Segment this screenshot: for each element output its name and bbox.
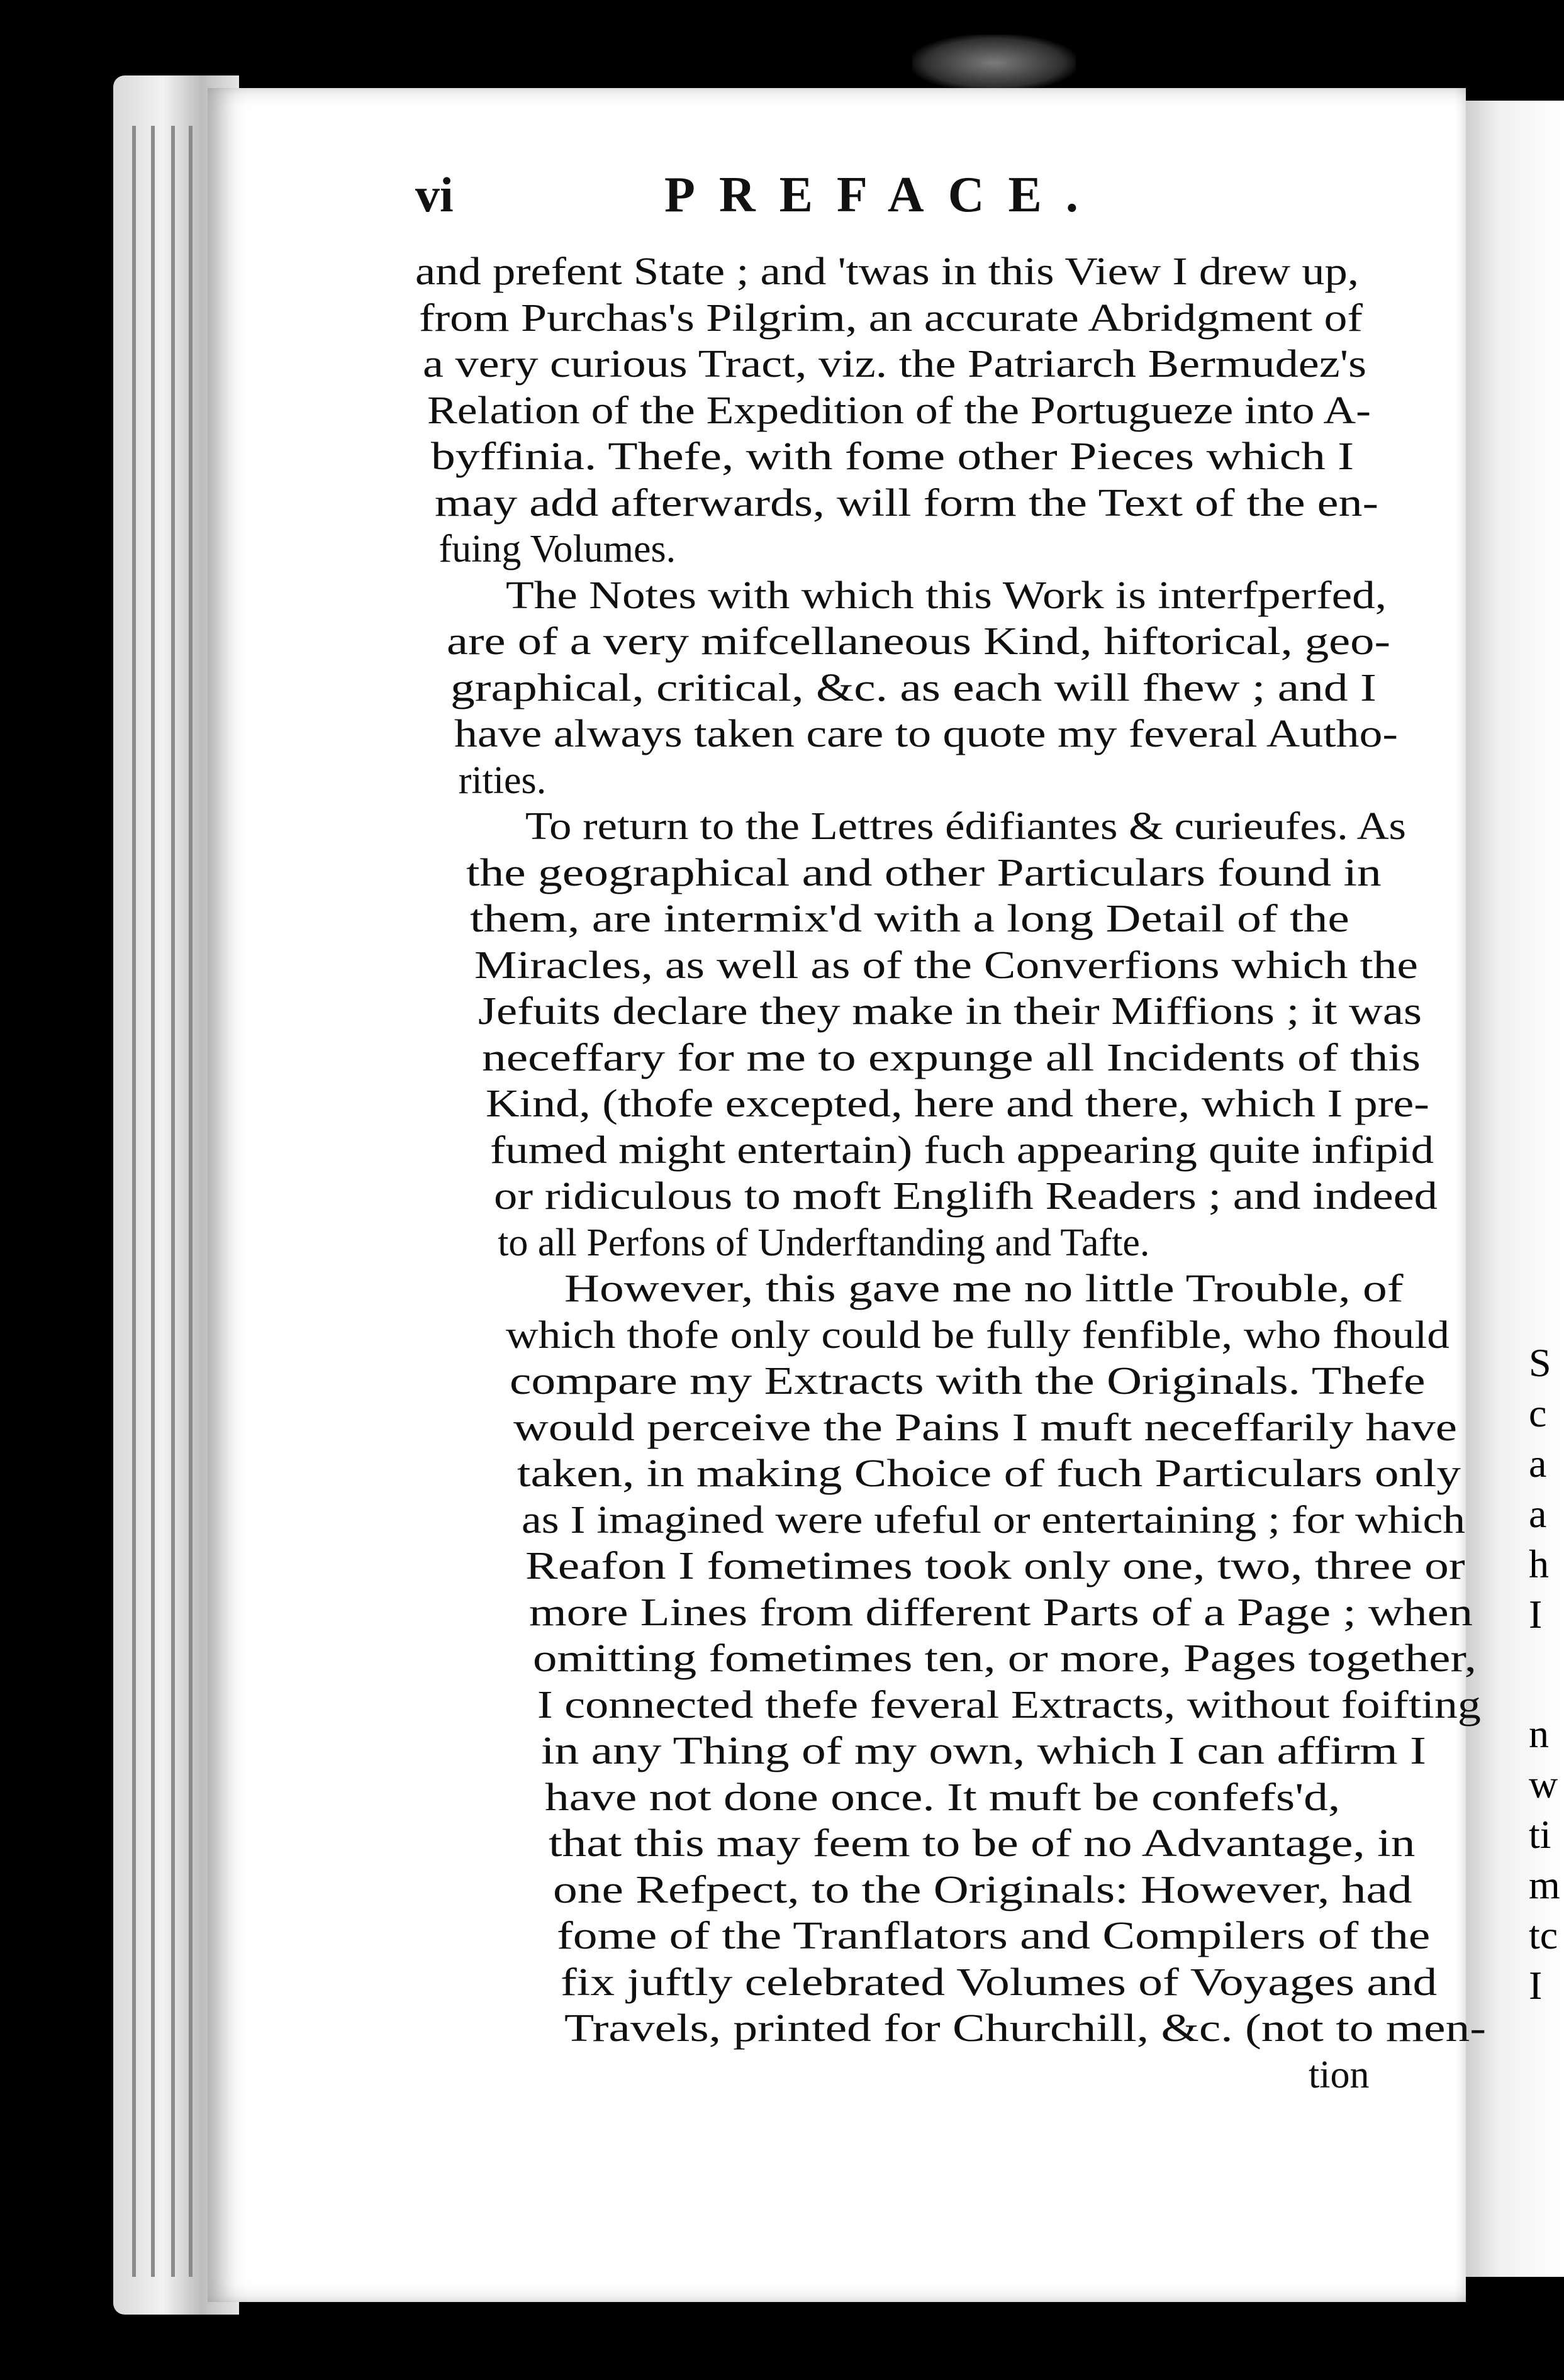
text-line: fome of the Tranflators and Compilers of the — [556, 1915, 1431, 1957]
facing-page-fragment: a — [1529, 1441, 1547, 1486]
text-line: graphical, critical, &c. as each will fhew ; and I — [450, 666, 1377, 709]
running-head: PREFACE. — [664, 167, 1102, 223]
text-line: would perceive the Pains I muft neceffarily have — [513, 1406, 1458, 1449]
text-line: However, this gave me no little Trouble, of — [564, 1267, 1404, 1310]
text-line: Relation of the Expedition of the Portugueze into A- — [427, 389, 1371, 432]
text-line: a very curious Tract, viz. the Patriarch Bermudez's — [423, 343, 1367, 386]
text-line: them, are intermix'd with a long Detail of the — [470, 898, 1350, 940]
facing-page-text-fragments — [1529, 0, 1564, 2380]
facing-page-fragment: I — [1529, 1963, 1543, 2008]
facing-page-fragment: ti — [1529, 1812, 1551, 1857]
facing-page-fragment: I — [1529, 1592, 1543, 1637]
text-line: To return to the Lettres édifiantes & curieufes. As — [525, 805, 1406, 848]
text-line: fuing Volumes. — [438, 528, 676, 570]
facing-page-fragment: m — [1529, 1862, 1560, 1907]
facing-page-fragment: n — [1529, 1711, 1549, 1756]
text-line: and prefent State ; and 'twas in this View I drew up, — [415, 250, 1359, 293]
text-line: may add afterwards, will form the Text of the en- — [435, 481, 1379, 525]
text-line: that this may feem to be of no Advantage, in — [549, 1822, 1416, 1865]
text-line: taken, in making Choice of fuch Particulars only — [517, 1452, 1461, 1495]
facing-page-fragment: h — [1529, 1542, 1549, 1586]
text-line: fumed might entertain) fuch appearing quite infipid — [489, 1128, 1434, 1172]
page-edge-line — [132, 126, 136, 2277]
text-line: or ridiculous to moft Englifh Readers ; and indeed — [493, 1175, 1438, 1218]
text-line: more Lines from different Parts of a Page ; when — [529, 1591, 1473, 1634]
page-edge-line — [151, 126, 155, 2277]
facing-page-fragment: tc — [1529, 1913, 1558, 1957]
text-line: Miracles, as well as of the Converfions which the — [474, 943, 1418, 987]
text-line: neceffary for me to expunge all Incidents of this — [482, 1036, 1421, 1079]
text-line: have always taken care to quote my feveral Autho- — [454, 713, 1399, 755]
facing-page-fragment: S — [1529, 1340, 1551, 1385]
text-line: byffinia. Thefe, with fome other Pieces which I — [430, 435, 1355, 478]
text-line: fix juftly celebrated Volumes of Voyages and — [561, 1960, 1438, 2004]
text-line: have not done once. It muft be confefs'd, — [545, 1776, 1341, 1819]
facing-page-fragment: c — [1529, 1391, 1547, 1435]
page-number: vi — [415, 167, 454, 222]
text-line: rities. — [458, 759, 547, 802]
text-line: Kind, (thofe excepted, here and there, which I pre- — [486, 1082, 1430, 1125]
text-line: are of a very mifcellaneous Kind, hiftorical, geo- — [446, 620, 1390, 663]
facing-page-fragment: a — [1529, 1491, 1547, 1536]
page-edge-line — [171, 126, 175, 2277]
text-line: Travels, printed for Churchill, &c. (not to men- — [564, 2007, 1487, 2050]
text-line: to all Perfons of Underftanding and Tafte. — [498, 1221, 1150, 1264]
text-line: from Purchas's Pilgrim, an accurate Abridgment of — [419, 296, 1363, 340]
facing-page-fragment: w — [1529, 1762, 1558, 1806]
text-line: as I imagined were ufeful or entertaining ; for which — [521, 1498, 1465, 1542]
text-line: one Refpect, to the Originals: However, had — [552, 1868, 1412, 1911]
text-line: I connected thefe feveral Extracts, without foifting — [537, 1683, 1481, 1727]
text-line: omitting fometimes ten, or more, Pages together, — [533, 1637, 1477, 1680]
catchword: tion — [1309, 2053, 1370, 2096]
text-line: Jefuits declare they make in their Miffions ; it was — [478, 990, 1422, 1033]
page-edge-line — [189, 126, 193, 2277]
text-line: compare my Extracts with the Originals. Thefe — [509, 1360, 1426, 1403]
scan-mark — [912, 35, 1076, 91]
text-line: The Notes with which this Work is interfperfed, — [505, 574, 1387, 617]
text-line: in any Thing of my own, which I can affirm I — [540, 1730, 1426, 1772]
text-line: Reafon I fometimes took only one, two, three or — [525, 1545, 1465, 1588]
page-header — [415, 160, 1422, 230]
text-line: the geographical and other Particulars found in — [466, 851, 1382, 894]
text-line: which thofe only could be fully fenfible, who fhould — [505, 1313, 1449, 1357]
